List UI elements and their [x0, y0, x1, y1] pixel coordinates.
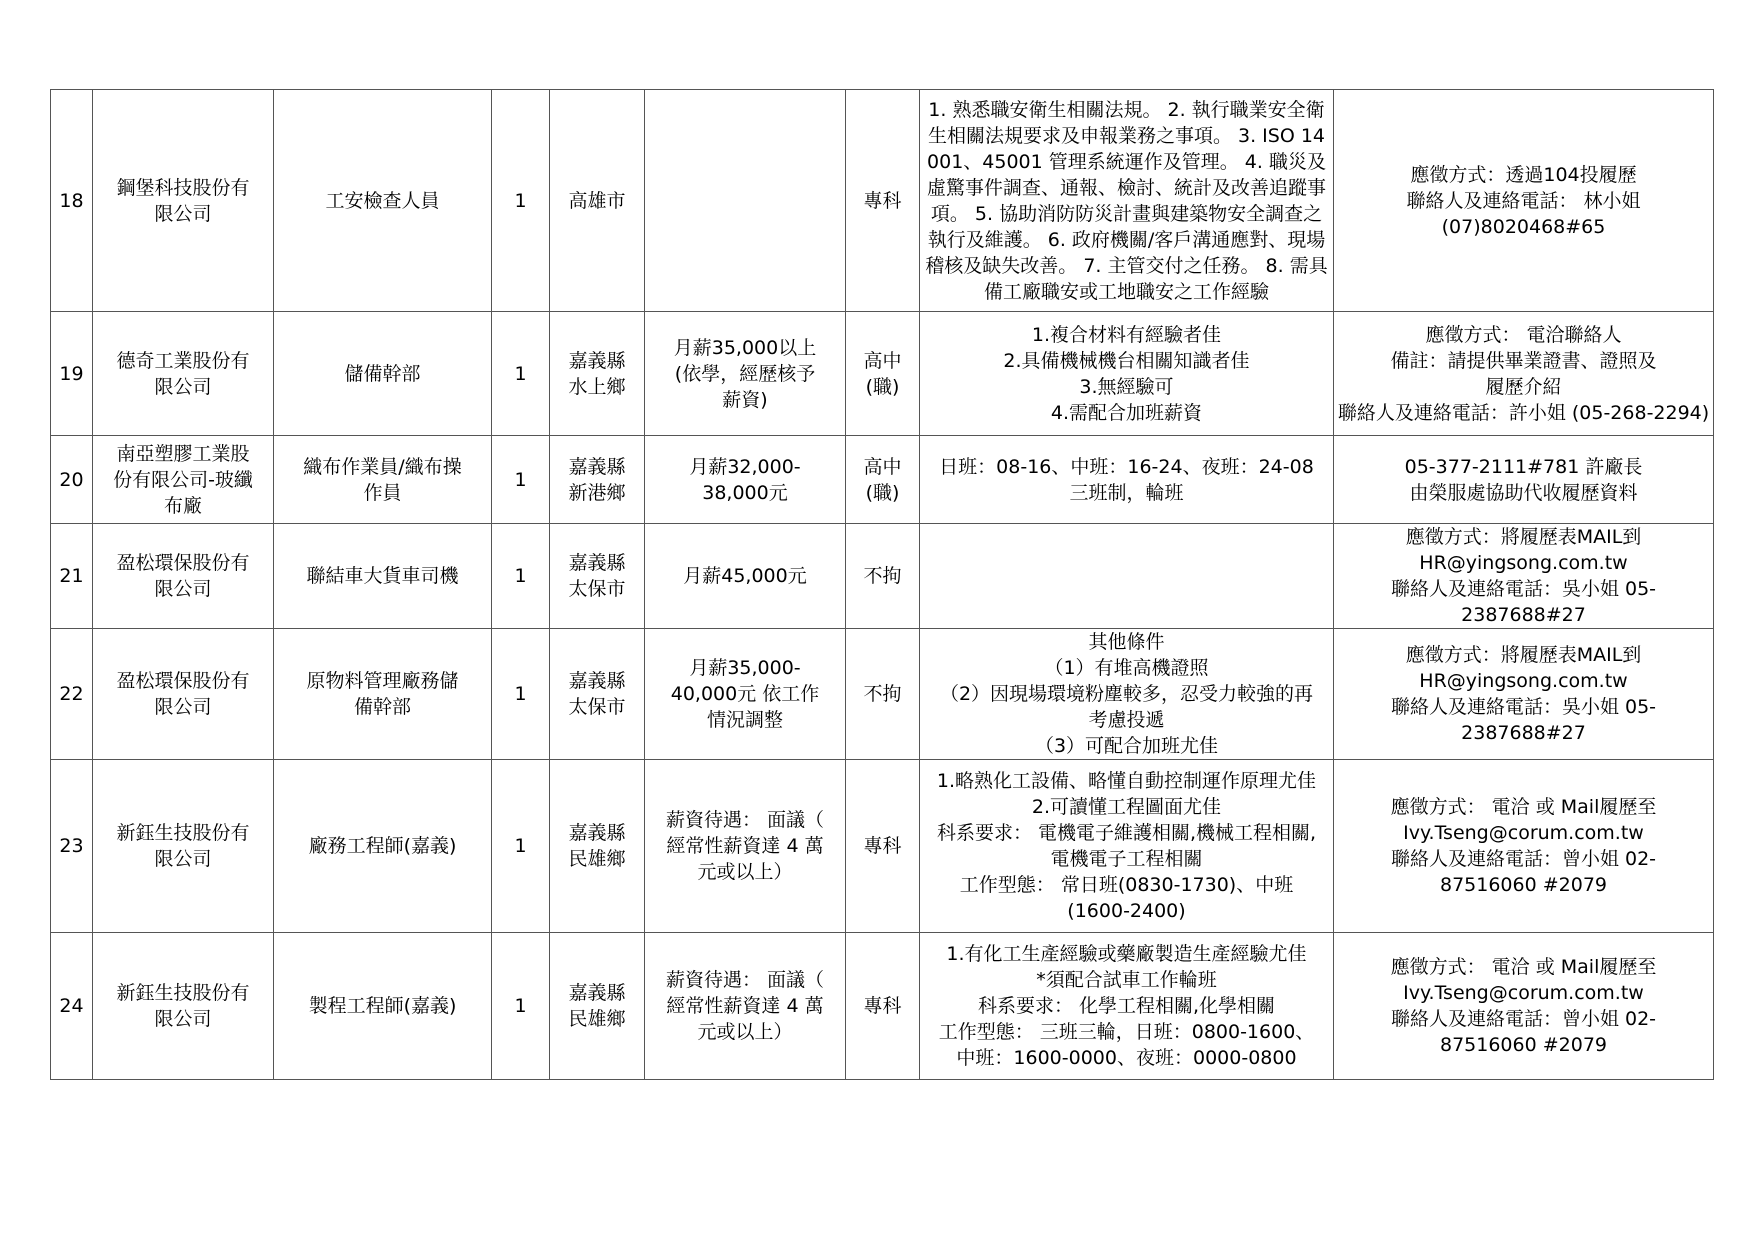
- company-name: 南亞塑膠工業股 份有限公司-玻纖 布廠: [93, 436, 274, 524]
- table-row: [51, 933, 1714, 1080]
- row-number: 20: [51, 436, 93, 524]
- row-number: 24: [51, 933, 93, 1080]
- job-title: 工安檢查人員: [274, 90, 492, 312]
- work-location: 高雄市: [550, 90, 645, 312]
- opening-count: 1: [492, 90, 550, 312]
- work-location: 嘉義縣 水上鄉: [550, 312, 645, 436]
- education: 高中 (職): [846, 312, 920, 436]
- salary: 薪資待遇： 面議（ 經常性薪資達 4 萬 元或以上）: [645, 933, 846, 1080]
- company-name: 盈松環保股份有 限公司: [93, 629, 274, 760]
- work-location: 嘉義縣 民雄鄉: [550, 933, 645, 1080]
- row-number: 18: [51, 90, 93, 312]
- education: 專科: [846, 760, 920, 933]
- contact-info: 應徵方式： 電洽聯絡人 備註：請提供畢業證書、證照及 履歷介紹 聯絡人及連絡電話：許小姐 (05-268-2294): [1334, 312, 1714, 436]
- work-location: 嘉義縣 太保市: [550, 629, 645, 760]
- education: 不拘: [846, 524, 920, 629]
- company-name: 新鈺生技股份有 限公司: [93, 760, 274, 933]
- salary: [645, 90, 846, 312]
- requirements: [920, 524, 1334, 629]
- table-row: [51, 524, 1714, 629]
- salary: 月薪32,000- 38,000元: [645, 436, 846, 524]
- table-row: [51, 312, 1714, 436]
- row-number: 19: [51, 312, 93, 436]
- job-title: 聯結車大貨車司機: [274, 524, 492, 629]
- education: 不拘: [846, 629, 920, 760]
- education: 高中 (職): [846, 436, 920, 524]
- requirements: 1.複合材料有經驗者佳 2.具備機械機台相關知識者佳 3.無經驗可 4.需配合加班薪資: [920, 312, 1334, 436]
- job-listing-table: [50, 89, 1714, 1080]
- salary: 月薪35,000以上 (依學，經歷核予 薪資): [645, 312, 846, 436]
- requirements: 日班：08-16、中班：16-24、夜班：24-08 三班制，輪班: [920, 436, 1334, 524]
- job-title: 製程工程師(嘉義): [274, 933, 492, 1080]
- contact-info: 應徵方式：將履歷表MAIL到 HR@yingsong.com.tw 聯絡人及連絡電話：吳小姐 05- 2387688#27: [1334, 629, 1714, 760]
- salary: 月薪45,000元: [645, 524, 846, 629]
- contact-info: 05-377-2111#781 許廠長 由榮服處協助代收履歷資料: [1334, 436, 1714, 524]
- work-location: 嘉義縣 民雄鄉: [550, 760, 645, 933]
- requirements: 1. 熟悉職安衛生相關法規。 2. 執行職業安全衛生相關法規要求及申報業務之事項。 3. ISO 14001、45001 管理系統運作及管理。 4. 職災及虛驚事件調查、通報、檢討、統計及改善追蹤事項。 5. 協助消防防災計畫與建築物安全調查之執行及維護。 6. 政府機關/客戶溝通應對、現場稽核及缺失改善。 7. 主管交付之任務。 8. 需具備工廠職安或工地職安之工作經驗: [920, 90, 1334, 312]
- job-title: 織布作業員/織布操 作員: [274, 436, 492, 524]
- row-number: 21: [51, 524, 93, 629]
- table-row: [51, 760, 1714, 933]
- opening-count: 1: [492, 760, 550, 933]
- salary: 薪資待遇： 面議（ 經常性薪資達 4 萬 元或以上）: [645, 760, 846, 933]
- contact-info: 應徵方式： 電洽 或 Mail履歷至 Ivy.Tseng@corum.com.tw 聯絡人及連絡電話：曾小姐 02- 87516060 #2079: [1334, 933, 1714, 1080]
- company-name: 鋼堡科技股份有 限公司: [93, 90, 274, 312]
- opening-count: 1: [492, 933, 550, 1080]
- job-title: 原物料管理廠務儲 備幹部: [274, 629, 492, 760]
- education: 專科: [846, 90, 920, 312]
- opening-count: 1: [492, 436, 550, 524]
- work-location: 嘉義縣 新港鄉: [550, 436, 645, 524]
- job-title: 儲備幹部: [274, 312, 492, 436]
- opening-count: 1: [492, 629, 550, 760]
- company-name: 德奇工業股份有 限公司: [93, 312, 274, 436]
- requirements: 1.略熟化工設備、略懂自動控制運作原理尤佳 2.可讀懂工程圖面尤佳 科系要求： 電機電子維護相關,機械工程相關, 電機電子工程相關 工作型態： 常日班(0830-1730)、中班 (1600-2400): [920, 760, 1334, 933]
- company-name: 新鈺生技股份有 限公司: [93, 933, 274, 1080]
- requirements: 1.有化工生產經驗或藥廠製造生產經驗尤佳 *須配合試車工作輪班 科系要求： 化學工程相關,化學相關 工作型態： 三班三輪，日班：0800-1600、 中班：1600-0000、夜班：0000-0800: [920, 933, 1334, 1080]
- job-title: 廠務工程師(嘉義): [274, 760, 492, 933]
- contact-info: 應徵方式： 電洽 或 Mail履歷至 Ivy.Tseng@corum.com.tw 聯絡人及連絡電話：曾小姐 02- 87516060 #2079: [1334, 760, 1714, 933]
- education: 專科: [846, 933, 920, 1080]
- table-row: [51, 436, 1714, 524]
- table-row: [51, 629, 1714, 760]
- salary: 月薪35,000- 40,000元 依工作 情況調整: [645, 629, 846, 760]
- work-location: 嘉義縣 太保市: [550, 524, 645, 629]
- row-number: 23: [51, 760, 93, 933]
- opening-count: 1: [492, 524, 550, 629]
- row-number: 22: [51, 629, 93, 760]
- company-name: 盈松環保股份有 限公司: [93, 524, 274, 629]
- contact-info: 應徵方式：將履歷表MAIL到 HR@yingsong.com.tw 聯絡人及連絡電話：吳小姐 05- 2387688#27: [1334, 524, 1714, 629]
- requirements: 其他條件 （1）有堆高機證照 （2）因現場環境粉塵較多，忍受力較強的再 考慮投遞 （3）可配合加班尤佳: [920, 629, 1334, 760]
- table-row: [51, 90, 1714, 312]
- opening-count: 1: [492, 312, 550, 436]
- contact-info: 應徵方式：透過104投履歷 聯絡人及連絡電話： 林小姐 (07)8020468#65: [1334, 90, 1714, 312]
